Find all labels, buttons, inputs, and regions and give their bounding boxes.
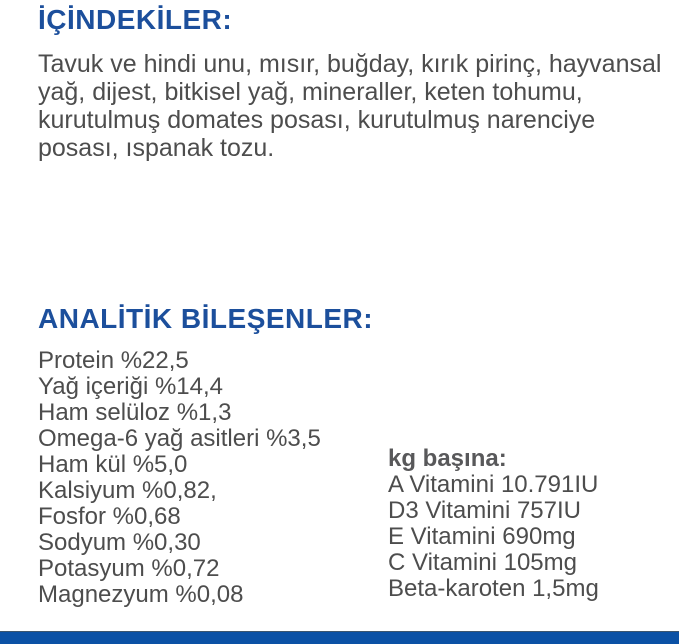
component-item: Magnezyum %0,08: [38, 581, 244, 608]
per-kg-heading: kg başına:: [388, 445, 507, 472]
components-list: [38, 348, 321, 608]
component-item: Omega-6 yağ asitleri %3,5: [38, 425, 321, 452]
ingredients-text: Tavuk ve hindi unu, mısır, buğday, kırık pirinç, hayvansal yağ, dijest, bitkisel yağ, mineraller, keten tohumu, kurutulmuş domates posası, kurutulmuş narenciye posası, ıspanak tozu.: [38, 50, 662, 162]
analytics-heading: ANALİTİK BİLEŞENLER:: [38, 303, 374, 334]
per-kg-item: D3 Vitamini 757IU: [388, 497, 581, 524]
component-item: Potasyum %0,72: [38, 555, 220, 582]
per-kg-item: C Vitamini 105mg: [388, 549, 577, 576]
per-kg-item: Beta-karoten 1,5mg: [388, 575, 599, 602]
component-item: Ham selüloz %1,3: [38, 399, 232, 426]
component-item: Fosfor %0,68: [38, 503, 181, 530]
ingredients-heading: İÇİNDEKİLER:: [38, 4, 233, 35]
component-item: Protein %22,5: [38, 347, 189, 374]
component-item: Ham kül %5,0: [38, 451, 188, 478]
bottom-blue-bar: [0, 631, 679, 644]
component-item: Sodyum %0,30: [38, 529, 201, 556]
per-kg-block: [388, 446, 599, 602]
component-item: Yağ içeriği %14,4: [38, 373, 223, 400]
per-kg-item: A Vitamini 10.791IU: [388, 471, 599, 498]
per-kg-item: E Vitamini 690mg: [388, 523, 576, 550]
component-item: Kalsiyum %0,82,: [38, 477, 217, 504]
